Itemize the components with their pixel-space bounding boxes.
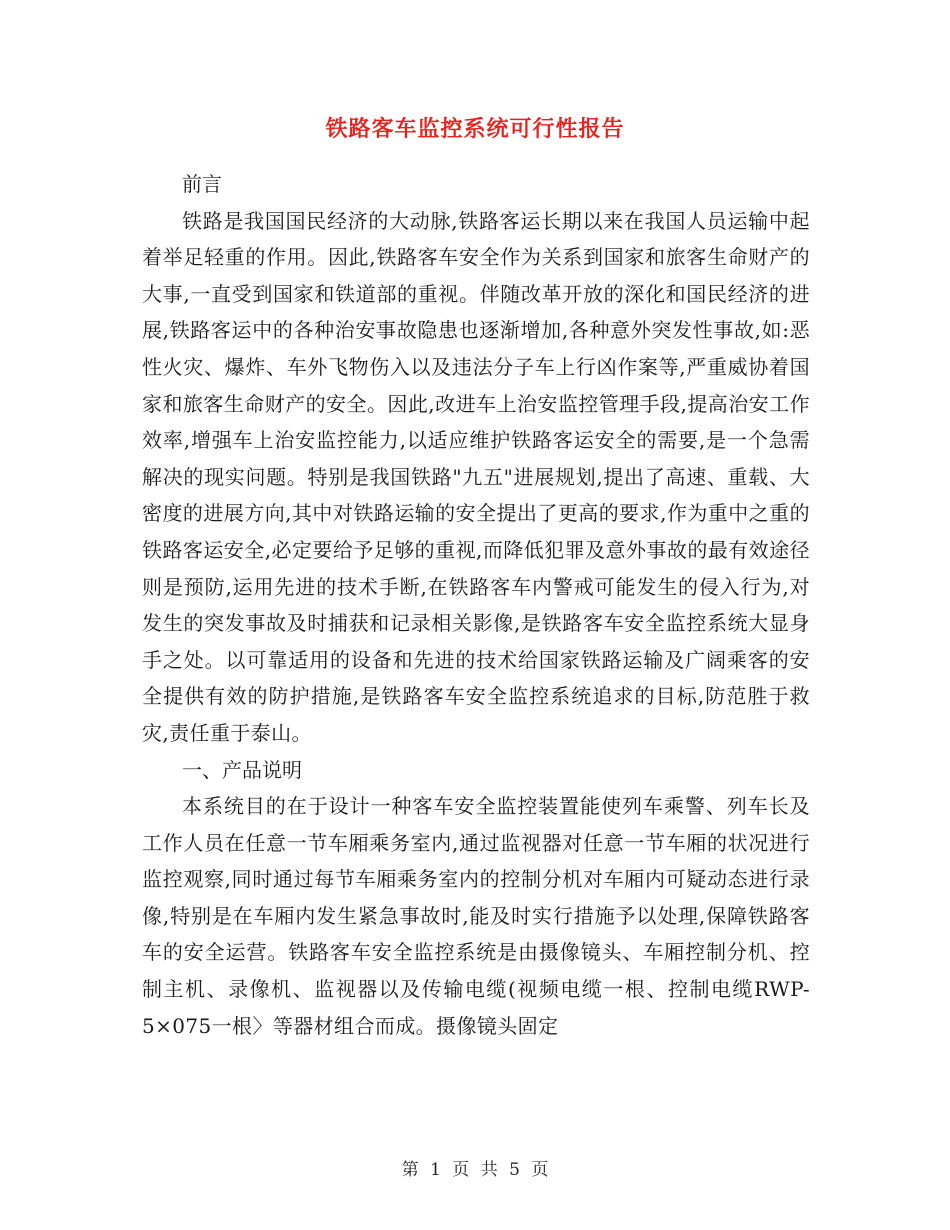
product-description-paragraph: 本系统目的在于设计一种客车安全监控装置能使列车乘警、列车长及工作人员在任意一节车厢乘务室内,通过监视器对任意一节车厢的状况进行监控观察,同时通过每节车厢乘务室内的控制分机对车厢内可疑动态进行录像,特别是在车厢内发生紧急事故时,能及时实行措施予以处理,保障铁路客车的安全运营。铁路客车安全监控系统是由摄像镜头、车厢控制分机、控制主机、录像机、监视器以及传输电缆(视频电缆一根、控制电缆RWP-5×075一根〉等器材组合而成。摄像镜头固定 [142, 794, 810, 1038]
section-heading-product-description: 一、产品说明 [182, 757, 302, 782]
preface-paragraph: 铁路是我国国民经济的大动脉,铁路客运长期以来在我国人员运输中起着举足轻重的作用。因此,铁路客车安全作为关系到国家和旅客生命财产的大事,一直受到国家和铁道部的重视。伴随改革开放的深化和国民经济的进展,铁路客运中的各种治安事故隐患也逐渐增加,各种意外突发性事故,如:恶性火灾、爆炸、车外飞物伤入以及违法分子车上行凶作案等,严重威协着国家和旅客生命财产的安全。因此,改进车上治安监控管理手段,提高治安工作效率,增强车上治安监控能力,以适应维护铁路客运安全的需要,是一个急需解决的现实问题。特别是我国铁路"九五"进展规划,提出了高速、重载、大密度的进展方向,其中对铁路运输的安全提出了更高的要求,作为重中之重的铁路客运安全,必定要给予足够的重视,而降低犯罪及意外事故的最有效途径则是预防,运用先进的技术手断,在铁路客车内警戒可能发生的侵入行为,对发生的突发事故及时捕获和记录相关影像,是铁路客车安全监控系统大显身手之处。以可靠适用的设备和先进的技术给国家铁路运输及广阔乘客的安全提供有效的防护措施,是铁路客车安全监控系统追求的目标,防范胜于救灾,责任重于泰山。 [142, 208, 810, 745]
page-number-footer: 第 1 页 共 5 页 [401, 1160, 549, 1180]
document-body [142, 166, 810, 1044]
preface-heading: 前言 [182, 172, 222, 196]
document-title: 铁路客车监控系统可行性报告 [325, 116, 625, 142]
